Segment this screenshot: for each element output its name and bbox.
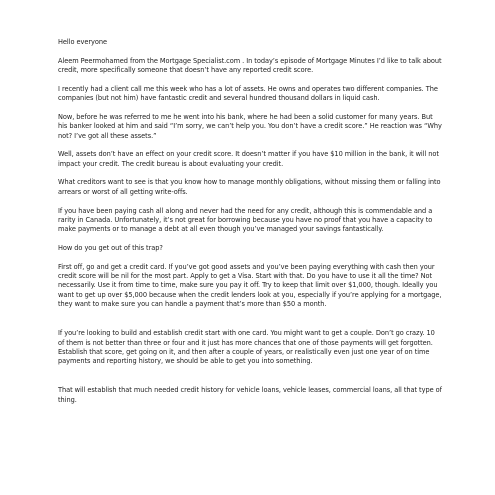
document-body xyxy=(58,38,443,415)
client-story-paragraph: I recently had a client call me this week who has a lot of assets. He owns and operates two different companies. The companies (but not him) have fantastic credit and several hundred thousand dollars in liquid cash. xyxy=(58,84,438,103)
greeting: Hello everyone xyxy=(58,38,108,46)
creditors-paragraph: What creditors want to see is that you know how to manage monthly obligations, without missing them or falling into arrears or worst of all getting write-offs. xyxy=(58,178,441,196)
banker-paragraph: Now, before he was referred to me he went into his bank, where he had been a solid customer for many years. But his banker looked at him and said “I’m sorry, we can’t help you. You don’t have a credit score.” He reaction was “Why not? I’ve got all these assets.” xyxy=(58,112,442,140)
credit-card-paragraph: First off, go and get a credit card. If you’ve got good assets and you’ve been paying everything with cash then your credit score will be nil for the most part. Apply to get a Visa. Start with that. Do you have to use it all the time? Not necessarily. Use it from time to time, make sure you pay it off. Try to keep that limit over $1,000, though. Ideally you want to get up over $5,000 because when the credit lenders look at you, especially if you’re applying for a mortgage, they want to make sure you can handle a payment that’s more than $50 a month. xyxy=(58,262,442,308)
question-paragraph: How do you get out of this trap? xyxy=(58,243,163,252)
closing-paragraph: That will establish that much needed credit history for vehicle loans, vehicle leases, commercial loans, all that type of thing. xyxy=(58,386,442,404)
assets-paragraph: Well, assets don’t have an effect on your credit score. It doesn’t matter if you have $10 million in the bank, it will not impact your credit. The credit bureau is about evaluating your credit. xyxy=(58,150,439,168)
cash-paragraph: If you have been paying cash all along and never had the need for any credit, although this is commendable and a rarity in Canada. Unfortunately, it’s not great for borrowing because you have no proof that you have a capacity to make payments or to manage a debt at all even though you’ve managed your savings fantastically. xyxy=(58,206,433,234)
intro-paragraph: Aleem Peermohamed from the Mortgage Specialist.com . In today’s episode of Mortgage Minutes I’d like to talk about credit, more specifically someone that doesn’t have any reported credit score. xyxy=(58,56,442,75)
build-credit-paragraph: If you’re looking to build and establish credit start with one card. You might want to get a couple. Don’t go crazy. 10 of them is not better than three or four and it just has more chances that one of those payments will get forgotten. Establish that score, get going on it, and then after a couple of years, or realistically even just one year of on time payments and reporting history, we should be able to get you into something. xyxy=(58,329,435,366)
